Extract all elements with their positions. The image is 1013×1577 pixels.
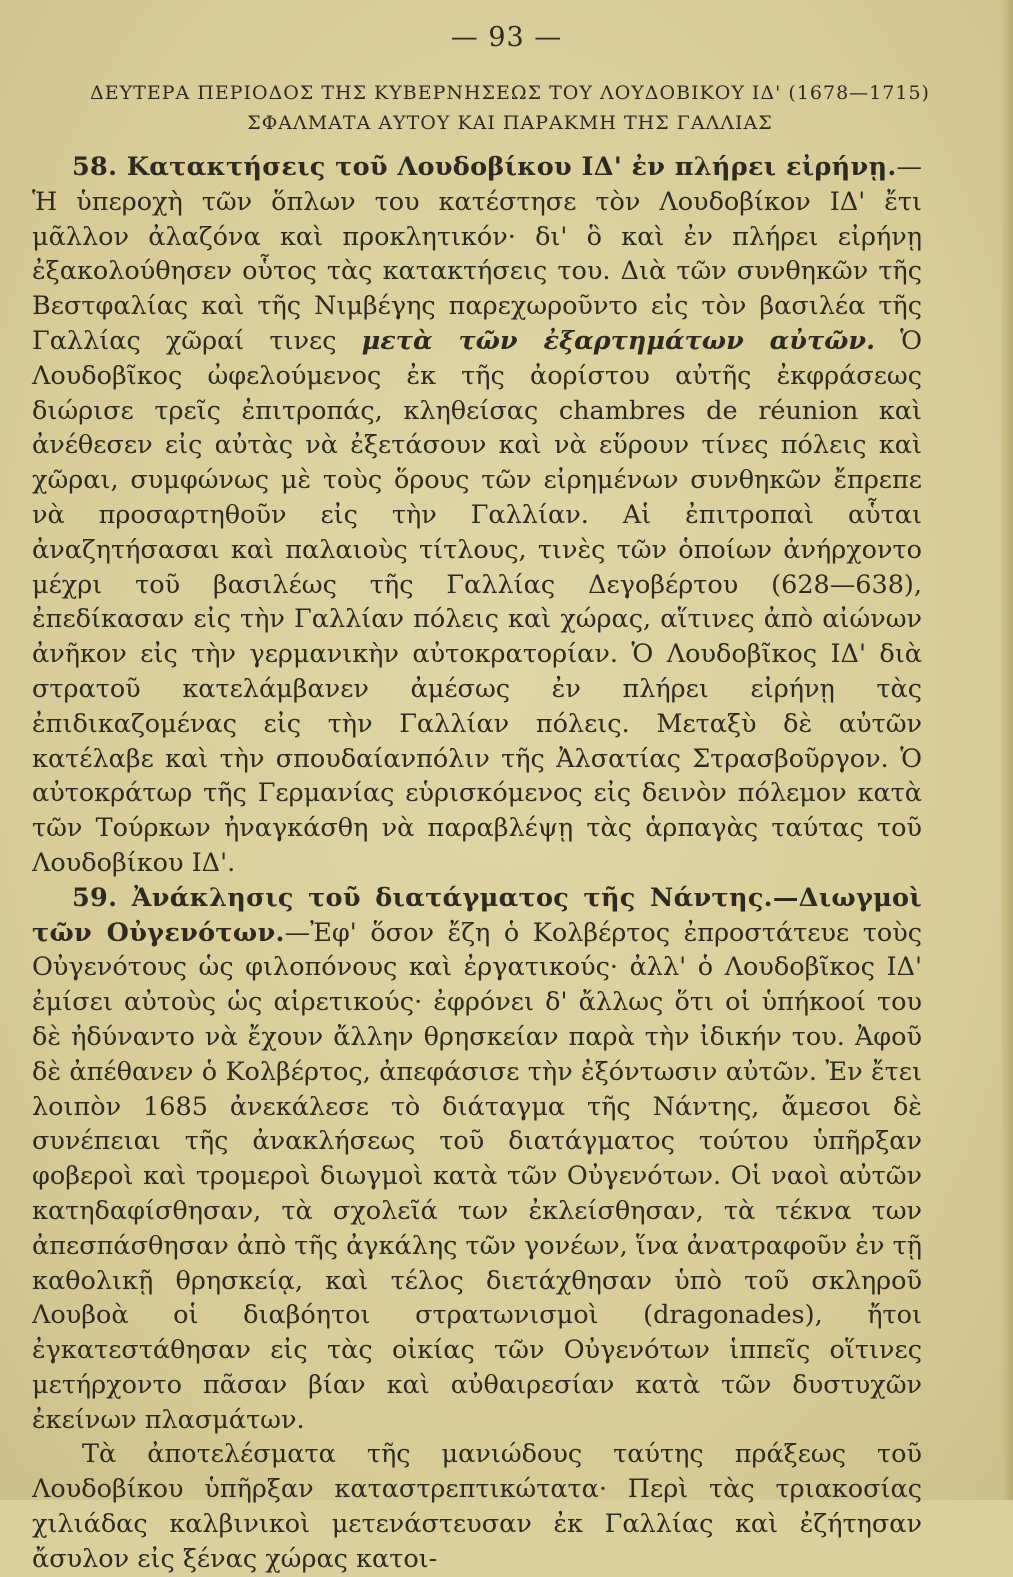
page-number: — 93 —	[450, 22, 563, 53]
section-58-heading: 58. Κατακτήσεις τοῦ Λουδοβίκου ΙΔ' ἐν πλήρει εἰρήνῃ.	[72, 152, 897, 182]
section-59-heading: 59. Ἀνάκλησις τοῦ διατάγματος τῆς Νάντης.—Διωγμοὶ τῶν Οὐγενότων.	[32, 882, 922, 948]
section-58-text-b: Ὁ Λουδοβῖκος ὠφελούμενος ἐκ τῆς ἀορίστου αὐτῆς ἐκφράσεως διώρισε τρεῖς ἐπιτροπάς, κληθείσας chambres de réunion καὶ ἀνέθεσεν εἰς αὐτὰς νὰ ἐξετάσουν καὶ νὰ εὕρουν τίνες πόλεις καὶ χῶραι, συμφώνως μὲ τοὺς ὅρους τῶν εἰρημένων συνθηκῶν ἔπρεπε νὰ προσαρτηθοῦν εἰς τὴν Γαλλίαν. Αἱ ἐπιτροπαὶ αὗται ἀναζητήσασαι καὶ παλαιοὺς τίτλους, τινὲς τῶν ὁποίων ἀνήρχοντο μέχρι τοῦ βασιλέως τῆς Γαλλίας Δεγοβέρτου (628—638), ἐπεδίκασαν εἰς τὴν Γαλλίαν πόλεις καὶ χώρας, αἵτινες ἀπὸ αἰώνων ἀνῆκον εἰς τὴν γερμανικὴν αὐτοκρατορίαν. Ὁ Λουδοβῖκος ΙΔ' διὰ στρατοῦ κατελάμβανεν ἀμέσως ἐν πλήρει εἰρήνῃ τὰς ἐπιδικαζομένας εἰς τὴν Γαλλίαν πόλεις. Μεταξὺ δὲ αὐτῶν κατέλαβε καὶ τὴν σπουδαίανπόλιν τῆς Ἀλσατίας Στρασβοῦργον. Ὁ αὐτοκράτωρ τῆς Γερμανίας εὑρισκόμενος εἰς δεινὸν πόλεμον κατὰ τῶν Τούρκων ἠναγκάσθη νὰ παραβλέψῃ τὰς ἁρπαγὰς ταύτας τοῦ Λουδοβίκου ΙΔ'.	[32, 325, 922, 878]
section-59	[32, 881, 922, 1438]
section-59-text: —Ἐφ' ὅσον ἔζη ὁ Κολβέρτος ἐπροστάτευε τοὺς Οὐγενότους ὡς φιλοπόνους καὶ ἐργατικούς· ἀλλ' ὁ Λουδοβῖκος ΙΔ' ἐμίσει αὐτοὺς ὡς αἱρετικούς· ἐφρόνει δ' ἄλλως ὅτι οἱ ὑπήκοοί του δὲ ἠδύναντο νὰ ἔχουν ἄλλην θρησκείαν παρὰ τὴν ἰδικήν του. Ἀφοῦ δὲ ἀπέθανεν ὁ Κολβέρτος, ἀπεφάσισε τὴν ἐξόντωσιν αὐτῶν. Ἐν ἔτει λοιπὸν 1685 ἀνεκάλεσε τὸ διάταγμα τῆς Νάντης, ἄμεσοι δὲ συνέπειαι τῆς ἀνακλήσεως τοῦ διατάγματος τούτου ὑπῆρξαν φοβεροὶ καὶ τρομεροὶ διωγμοὶ κατὰ τῶν Οὐγενότων. Οἱ ναοὶ αὐτῶν κατηδαφίσθησαν, τὰ σχολεῖά των ἐκλείσθησαν, τὰ τέκνα των ἀπεσπάσθησαν ἀπὸ τῆς ἀγκάλης τῶν γονέων, ἵνα ἀνατραφοῦν ἐν τῇ καθολικῇ θρησκείᾳ, καὶ τέλος διετάχθησαν ὑπὸ τοῦ σκληροῦ Λουβοὰ οἱ διαβόητοι στρατωνισμοὶ (dragonades), ἤτοι ἐγκατεστάθησαν εἰς τὰς οἰκίας τῶν Οὐγενότων ἱππεῖς οἵτινες μετήρχοντο πᾶσαν βίαν καὶ αὐθαιρεσίαν κατὰ τῶν δυστυχῶν ἐκείνων πλασμάτων.	[32, 917, 922, 1435]
section-58	[32, 150, 922, 881]
section-58-emphasis: μετὰ τῶν ἐξαρτημάτων αὐτῶν.	[361, 325, 875, 356]
chapter-title-line1: ΔΕΥΤΕΡΑ ΠΕΡΙΟΔΟΣ ΤΗΣ ΚΥΒΕΡΝΗΣΕΩΣ ΤΟΥ ΛΟΥΔΟΒΙΚΟΥ ΙΔ' (1678—1715)	[90, 82, 930, 104]
chapter-title-line2: ΣΦΑΛΜΑΤΑ ΑΥΤΟΥ ΚΑΙ ΠΑΡΑΚΜΗ ΤΗΣ ΓΑΛΛΙΑΣ	[247, 112, 773, 134]
section-58-text-a: — Ἡ ὑπεροχὴ τῶν ὅπλων του κατέστησε τὸν Λουδοβίκον ΙΔ' ἔτι μᾶλλον ἀλαζόνα καὶ προκλητικόν· δι' ὃ καὶ ἐν πλήρει εἰρήνῃ ἐξακολούθησεν οὗτος τὰς κατακτήσεις του. Διὰ τῶν συνθηκῶν τῆς Βεστφαλίας καὶ τῆς Νιμβέγης παρεχωροῦντο εἰς τὸν βασιλέα τῆς Γαλλίας χῶραί τινες	[32, 152, 922, 356]
body-text	[32, 150, 922, 1577]
page-edge-shadow	[1001, 0, 1013, 1500]
section-59-continuation: Τὰ ἀποτελέσματα τῆς μανιώδους ταύτης πράξεως τοῦ Λουδοβίκου ὑπῆρξαν καταστρεπτικώτατα· Περὶ τὰς τριακοσίας χιλιάδας καλβινικοὶ μετενάστευσαν ἐκ Γαλλίας καὶ ἐζήτησαν ἄσυλον εἰς ξένας χώρας κατοι-	[32, 1439, 922, 1574]
